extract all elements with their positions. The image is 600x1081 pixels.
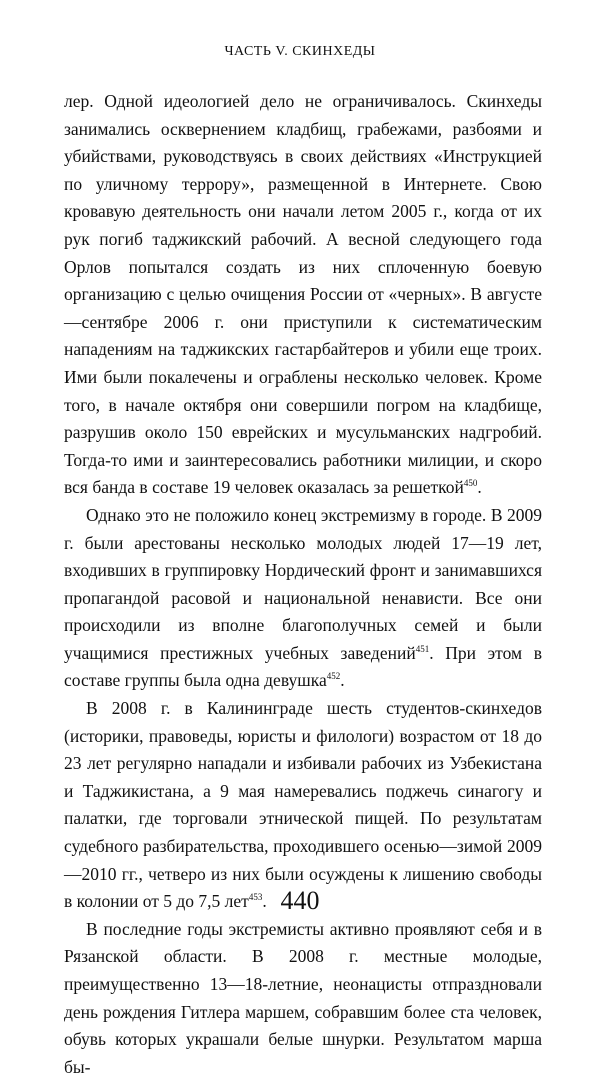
footnote-ref: 452: [326, 671, 341, 682]
paragraph-2: Однако это не положило конец экстремизму в городе. В 2009 г. были арестованы несколько молодых людей 17—19 лет, входивших в группировку Нордический фронт и занимавшихся пропагандой расовой и национальной ненависти. Все они происходили из вполне благополучных семей и были учащимися престижных учебных заведений$^{451}$. При этом в составе группы была одна девушка$^{452}$.: [64, 504, 542, 691]
footnote-ref: 453: [248, 892, 263, 903]
paragraph-3: В 2008 г. в Калининграде шесть студентов-скинхедов (историки, правоведы, юристы и филологи) возрастом от 18 до 23 лет регулярно нападали и избивали рабочих из Узбекистана и Таджикистана, а 9 мая намеревались поджечь синагогу и палатки, где торговали этнической пищей. По результатам судебного разбирательства, проходившего осенью—зимой 2009—2010 гг., четверо из них были осуждены к лишению свободы в колонии от 5 до 7,5 лет$^{453}$.: [64, 698, 542, 912]
paragraph-text: лер. Одной идеологией дело не ограничивалось. Скинхеды занимались осквернением кладбищ, грабежами, разбоями и убийствами, руководствуясь в своих действиях «Инструкцией по уличному террору», размещенной в Интернете. Свою кровавую деятельность они начали летом 2005 г., когда от их рук погиб таджикский рабочий. А весной следующего года Орлов попытался создать из них сплоченную боевую организацию с целью очищения России от «черных». В августе—сентябре 2006 г. они приступили к систематическим нападениям на таджикских гастарбайтеров и убили еще троих. Ими были покалечены и ограблены несколько человек. Кроме того, в начале октября они совершили погром на кладбище, разрушив около 150 еврейских и мусульманских надгробий. Тогда-то ими и заинтересовались работники милиции, и скоро вся банда в составе 19 человек оказалась за решеткой: [64, 91, 542, 498]
paragraph-text: Однако это не положило конец экстремизму в городе. В 2009 г. были арестованы несколько молодых людей 17—19 лет, входивших в группировку Нордический фронт и занимавшихся пропагандой расовой и национальной ненависти. Все они происходили из вполне благополучных семей и были учащимися престижных учебных заведений: [64, 504, 542, 663]
paragraph-1: лер. Одной идеологией дело не ограничивалось. Скинхеды занимались осквернением кладбищ, грабежами, разбоями и убийствами, руководствуясь в своих действиях «Инструкцией по уличному террору», размещенной в Интернете. Свою кровавую деятельность они начали летом 2005 г., когда от их рук погиб таджикский рабочий. А весной следующего года Орлов попытался создать из них сплоченную боевую организацию с целью очищения России от «черных». В августе—сентябре 2006 г. они приступили к систематическим нападениям на таджикских гастарбайтеров и убили еще троих. Ими были покалечены и ограблены несколько человек. Кроме того, в начале октября они совершили погром на кладбище, разрушив около 150 еврейских и мусульманских надгробий. Тогда-то ими и заинтересовались работники милиции, и скоро вся банда в составе 19 человек оказалась за решеткой$^{450}$.: [64, 91, 542, 498]
paragraph-4: [64, 916, 542, 1081]
paragraph-text: В последние годы экстремисты активно проявляют себя и в Рязанской области. В 2008 г. местные молодые, преимущественно 13—18-летние, неонацисты отпраздновали день рождения Гитлера маршем, собравшим более ста человек, обувь которых украшали белые шнурки. Результатом марша бы-: [64, 918, 542, 1077]
footnote-ref: 450: [463, 478, 478, 489]
body-text: [64, 88, 542, 1081]
footnote-ref: 451: [415, 644, 430, 655]
page-number: 440: [280, 886, 320, 915]
paragraph-text-continued: . При этом в составе группы была одна девушка: [64, 642, 542, 691]
paragraph-text: В 2008 г. в Калининграде шесть студентов-скинхедов (историки, правоведы, юристы и филологи) возрастом от 18 до 23 лет регулярно нападали и избивали рабочих из Узбекистана и Таджикистана, а 9 мая намеревались поджечь синагогу и палатки, где торговали этнической пищей. По результатам судебного разбирательства, проходившего осенью—зимой 2009—2010 гг., четверо из них были осуждены к лишению свободы в колонии от 5 до 7,5 лет: [64, 698, 542, 912]
running-header: ЧАСТЬ V. СКИНХЕДЫ: [224, 44, 376, 59]
